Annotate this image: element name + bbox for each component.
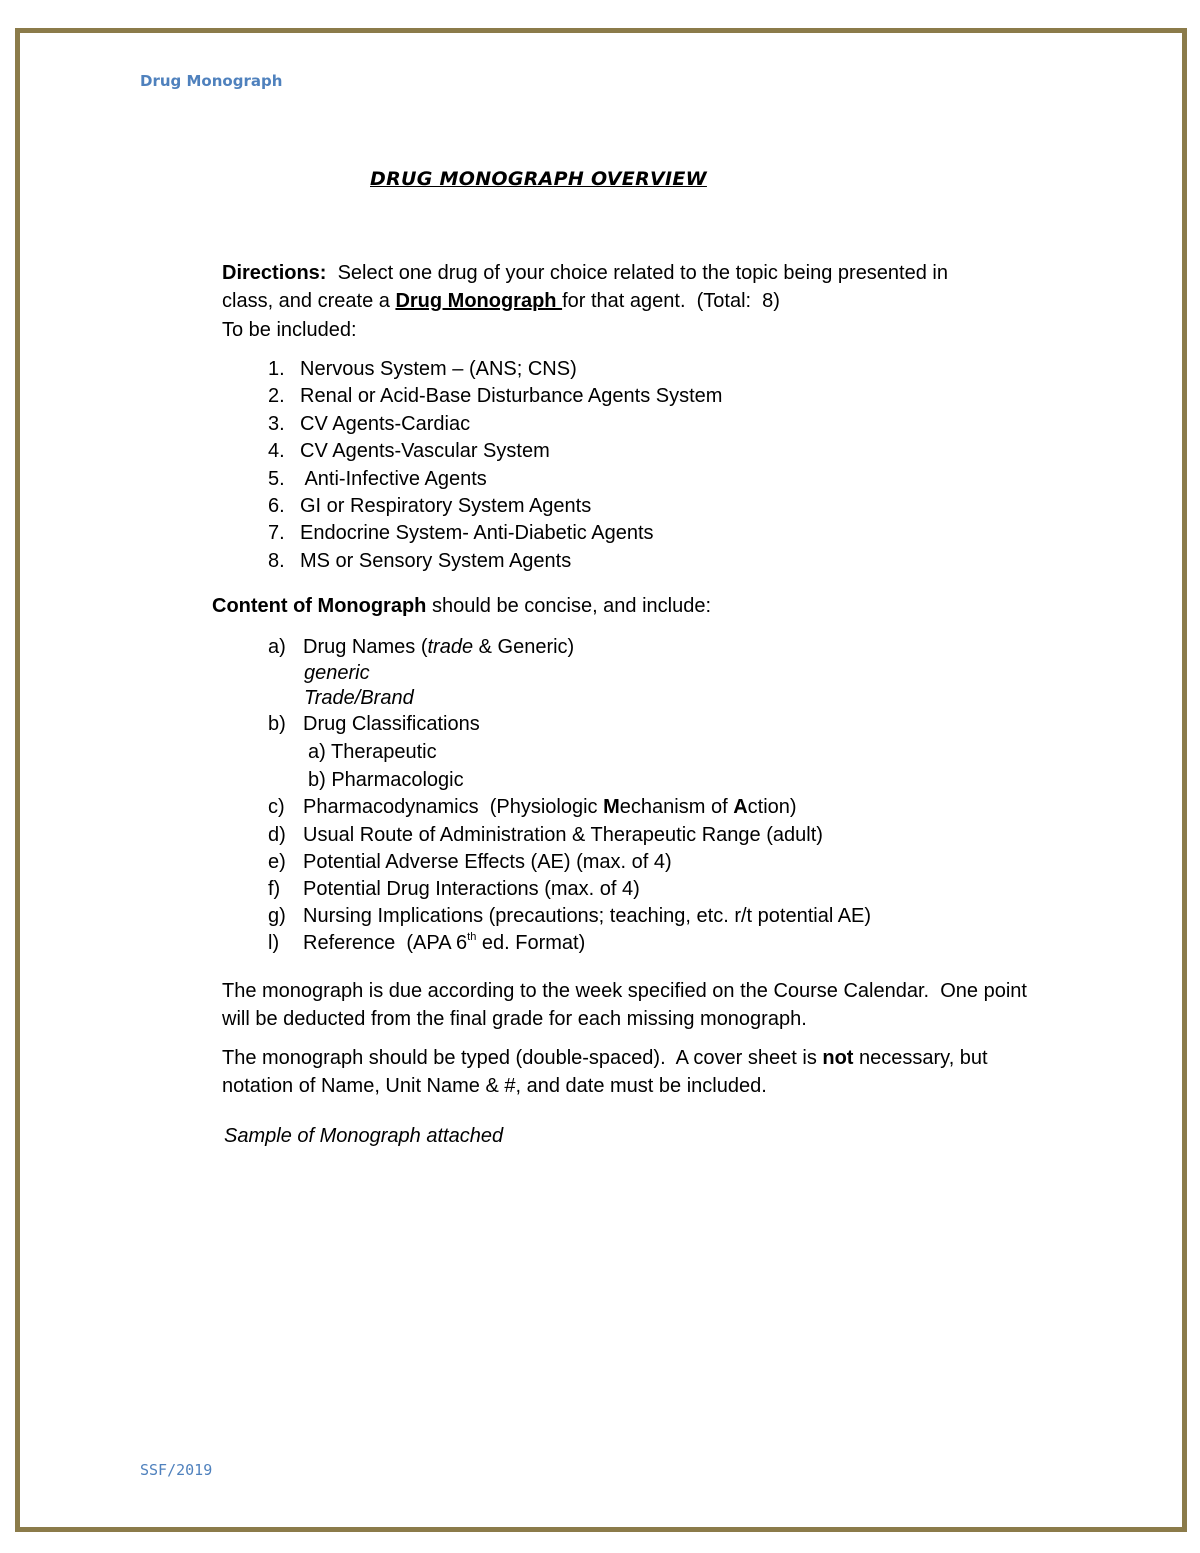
list-text: GI or Respiratory System Agents: [300, 494, 592, 517]
item-l-post: ed. Format): [476, 932, 586, 955]
item-e-text: Potential Adverse Effects (AE) (max. of 4): [303, 850, 672, 873]
list-letter: l): [268, 932, 280, 955]
list-item: [268, 876, 871, 903]
typed-paragraph: [222, 1044, 988, 1100]
systems-list: [268, 356, 722, 575]
item-l-sup: th: [467, 931, 477, 944]
list-text: Nervous System – (ANS; CNS): [300, 358, 577, 380]
item-b-therapeutic: a) Therapeutic: [308, 741, 437, 764]
item-c-pre: Pharmacodynamics (Physiologic: [303, 796, 604, 819]
monograph-contents-list: [268, 634, 871, 958]
list-number: 6.: [268, 494, 285, 517]
list-letter: f): [268, 877, 281, 900]
directions-label: Directions:: [222, 262, 327, 284]
item-a-italic: trade: [427, 636, 474, 658]
list-text: Endocrine System- Anti-Diabetic Agents: [300, 522, 654, 545]
list-letter: a): [268, 636, 286, 658]
list-text: Renal or Acid-Base Disturbance Agents System: [300, 385, 723, 408]
list-item: [268, 849, 871, 876]
item-g-text: Nursing Implications (precautions; teaching, etc. r/t potential AE): [303, 905, 872, 928]
list-item: [268, 822, 871, 849]
list-number: 2.: [268, 385, 285, 408]
list-item: [268, 548, 722, 575]
drug-monograph-emphasis: Drug Monograph: [395, 290, 563, 312]
list-text: CV Agents-Cardiac: [300, 412, 471, 435]
list-item: [268, 903, 871, 930]
page-header: Drug Monograph: [140, 72, 283, 90]
typed-not: not: [822, 1047, 854, 1069]
directions-line2-post: for that agent. (Total: 8): [562, 290, 780, 312]
list-number: 8.: [268, 549, 285, 572]
list-letter: e): [268, 850, 286, 873]
typed-line-2: notation of Name, Unit Name & #, and date must be included.: [222, 1075, 767, 1097]
list-item: [268, 930, 871, 957]
list-item: [268, 438, 722, 465]
item-c-a: A: [733, 796, 748, 819]
content-bold-1: Content of: [212, 595, 318, 617]
item-a-generic: generic: [304, 662, 370, 685]
to-be-included-label: To be included:: [222, 319, 357, 341]
list-item: [268, 466, 722, 493]
page-footer: SSF/2019: [140, 1461, 213, 1479]
item-d-text: Usual Route of Administration & Therapeutic Range (adult): [303, 823, 823, 846]
list-letter: c): [268, 796, 285, 819]
list-item: [268, 383, 722, 410]
list-number: 5.: [268, 467, 285, 490]
sample-note: Sample of Monograph attached: [224, 1125, 504, 1147]
list-item: [268, 356, 722, 383]
item-a-trade-brand: Trade/Brand: [304, 687, 414, 710]
item-c-post: ction): [747, 796, 797, 819]
list-number: 4.: [268, 440, 285, 463]
directions-paragraph: [222, 259, 948, 315]
content-of-monograph-heading: [212, 592, 711, 620]
list-number: 1.: [268, 358, 285, 380]
list-text: CV Agents-Vascular System: [300, 440, 550, 463]
list-letter: d): [268, 823, 286, 846]
item-f-text: Potential Drug Interactions (max. of 4): [303, 877, 640, 900]
list-item: [268, 711, 871, 738]
item-a-post: & Generic): [473, 636, 575, 658]
document-title: DRUG MONOGRAPH OVERVIEW: [370, 168, 707, 190]
list-item: [268, 520, 722, 547]
item-c-mid: echanism of: [619, 796, 734, 819]
list-letter: b): [268, 713, 286, 736]
item-b-text: Drug Classifications: [303, 713, 480, 736]
list-number: 7.: [268, 522, 285, 545]
list-letter: g): [268, 905, 286, 928]
item-l-pre: Reference (APA 6: [303, 932, 468, 955]
item-c-m: M: [603, 796, 620, 819]
list-item: [268, 794, 871, 821]
typed-line1-pre: The monograph should be typed (double-spaced). A cover sheet is: [222, 1047, 823, 1069]
content-rest: should be concise, and include:: [426, 595, 712, 617]
list-item: [268, 493, 722, 520]
directions-line1: Select one drug of your choice related to the topic being presented in: [326, 262, 948, 284]
typed-line1-post: necessary, but: [853, 1047, 988, 1069]
due-paragraph: [222, 977, 1027, 1033]
item-b-pharmacologic: b) Pharmacologic: [308, 769, 464, 792]
item-a-pre: Drug Names (: [303, 636, 428, 658]
list-number: 3.: [268, 412, 285, 435]
list-text: MS or Sensory System Agents: [300, 549, 572, 572]
directions-line2-pre: class, and create a: [222, 290, 396, 312]
due-line-2: will be deducted from the final grade for each missing monograph.: [222, 1008, 807, 1030]
list-text: Anti-Infective Agents: [300, 467, 487, 490]
list-item: [268, 411, 722, 438]
content-bold-2: Monograph: [317, 595, 427, 617]
due-line-1: The monograph is due according to the week specified on the Course Calendar. One point: [222, 980, 1027, 1002]
list-item: [268, 634, 871, 661]
